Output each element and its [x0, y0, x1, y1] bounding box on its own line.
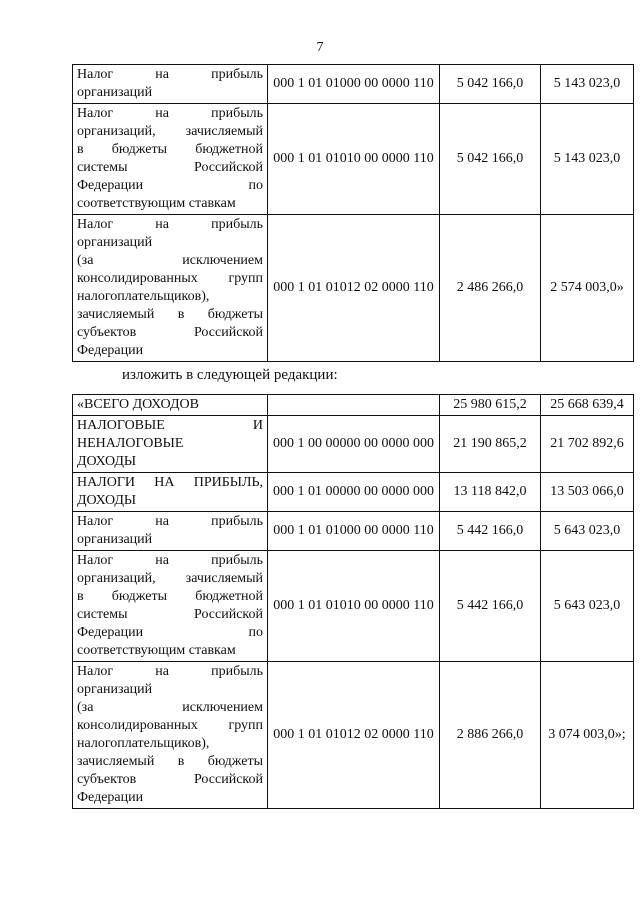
value-year-2-cell: 5 643 023,0	[541, 512, 634, 551]
value-year-2-cell: 3 074 003,0»;	[541, 662, 634, 809]
revenue-name-cell	[73, 662, 268, 809]
budget-code-cell: 000 1 01 01012 02 0000 110	[268, 662, 440, 809]
value-year-2-cell: 21 702 892,6	[541, 416, 634, 473]
budget-code-cell: 000 1 00 00000 00 0000 000	[268, 416, 440, 473]
revenue-name-line: организаций	[77, 532, 153, 547]
value-year-1-cell: 2 486 266,0	[440, 215, 541, 362]
revenue-name-line: соответствующим ставкам	[77, 196, 236, 211]
revenue-name-cell	[73, 416, 268, 473]
budget-table-amended	[72, 394, 634, 809]
revenue-name-cell	[73, 65, 268, 104]
value-year-1-cell: 5 442 166,0	[440, 512, 541, 551]
budget-code-cell: 000 1 01 01012 02 0000 110	[268, 215, 440, 362]
amendment-caption: изложить в следующей редакции:	[122, 367, 338, 383]
revenue-name-line: ДОХОДЫ	[77, 493, 137, 508]
revenue-name-line: Федерации	[77, 343, 144, 358]
value-year-2-cell: 5 143 023,0	[541, 104, 634, 215]
revenue-name-line: НАЛОГОВЫЕ И	[77, 418, 263, 433]
revenue-name-line: консолидированных групп	[77, 718, 263, 733]
revenue-name-line: ДОХОДЫ	[77, 454, 137, 469]
revenue-name-line: Налог на прибыль	[77, 106, 263, 121]
revenue-name-line: налогоплательщиков),	[77, 289, 210, 304]
revenue-name-cell	[73, 512, 268, 551]
value-year-2-cell: 25 668 639,4	[541, 395, 634, 416]
value-year-2-cell: 13 503 066,0	[541, 473, 634, 512]
revenue-name-cell	[73, 473, 268, 512]
table-row	[73, 662, 634, 809]
revenue-name-line: Федерации по	[77, 178, 263, 193]
budget-code-cell: 000 1 01 01010 00 0000 110	[268, 551, 440, 662]
table-row	[73, 473, 634, 512]
revenue-name-line: Налог на прибыль	[77, 514, 263, 529]
revenue-name-line: организаций	[77, 682, 153, 697]
revenue-name-line: соответствующим ставкам	[77, 643, 236, 658]
revenue-name-cell	[73, 104, 268, 215]
table-row	[73, 65, 634, 104]
revenue-name-line: зачисляемый в бюджеты	[77, 307, 263, 322]
budget-code-cell: 000 1 01 01000 00 0000 110	[268, 65, 440, 104]
revenue-name-line: субъектов Российской	[77, 325, 263, 340]
revenue-name-line: (за исключением	[77, 253, 263, 268]
table-row	[73, 416, 634, 473]
table-row	[73, 215, 634, 362]
table-row	[73, 551, 634, 662]
revenue-name-cell	[73, 551, 268, 662]
value-year-2-cell: 5 143 023,0	[541, 65, 634, 104]
table-row	[73, 104, 634, 215]
table-row	[73, 395, 634, 416]
revenue-name-line: консолидированных групп	[77, 271, 263, 286]
budget-code-cell: 000 1 01 01010 00 0000 110	[268, 104, 440, 215]
value-year-1-cell: 5 042 166,0	[440, 65, 541, 104]
revenue-name-line: Федерации по	[77, 625, 263, 640]
revenue-name-line: НАЛОГИ НА ПРИБЫЛЬ,	[77, 475, 263, 490]
revenue-name-line: зачисляемый в бюджеты	[77, 754, 263, 769]
revenue-name-line: в бюджеты бюджетной	[77, 589, 263, 604]
revenue-name-line: в бюджеты бюджетной	[77, 142, 263, 157]
value-year-2-cell: 5 643 023,0	[541, 551, 634, 662]
revenue-name-line: (за исключением	[77, 700, 263, 715]
revenue-name-line: налогоплательщиков),	[77, 736, 210, 751]
value-year-1-cell: 13 118 842,0	[440, 473, 541, 512]
revenue-name-line: организаций, зачисляемый	[77, 124, 263, 139]
value-year-1-cell: 5 442 166,0	[440, 551, 541, 662]
table-row	[73, 512, 634, 551]
revenue-name-line: Налог на прибыль	[77, 67, 263, 82]
revenue-name-line: системы Российской	[77, 607, 263, 622]
revenue-name-line: системы Российской	[77, 160, 263, 175]
value-year-1-cell: 25 980 615,2	[440, 395, 541, 416]
revenue-name-line: Налог на прибыль	[77, 553, 263, 568]
value-year-1-cell: 21 190 865,2	[440, 416, 541, 473]
revenue-name-line: Налог на прибыль	[77, 664, 263, 679]
budget-code-cell: 000 1 01 01000 00 0000 110	[268, 512, 440, 551]
revenue-name-cell	[73, 215, 268, 362]
revenue-name-line: НЕНАЛОГОВЫЕ	[77, 436, 184, 451]
revenue-name-line: организаций	[77, 235, 153, 250]
page-number: 7	[316, 40, 324, 55]
value-year-2-cell: 2 574 003,0»	[541, 215, 634, 362]
revenue-name-line: Налог на прибыль	[77, 217, 263, 232]
revenue-name-line: Федерации	[77, 790, 144, 805]
budget-table-original	[72, 64, 634, 362]
revenue-name-line: субъектов Российской	[77, 772, 263, 787]
budget-code-cell: 000 1 01 00000 00 0000 000	[268, 473, 440, 512]
revenue-name-line: организаций, зачисляемый	[77, 571, 263, 586]
value-year-1-cell: 5 042 166,0	[440, 104, 541, 215]
revenue-name-cell	[73, 395, 268, 416]
revenue-name-line: организаций	[77, 85, 153, 100]
revenue-name-line: «ВСЕГО ДОХОДОВ	[77, 397, 199, 412]
value-year-1-cell: 2 886 266,0	[440, 662, 541, 809]
budget-code-cell	[268, 395, 440, 416]
